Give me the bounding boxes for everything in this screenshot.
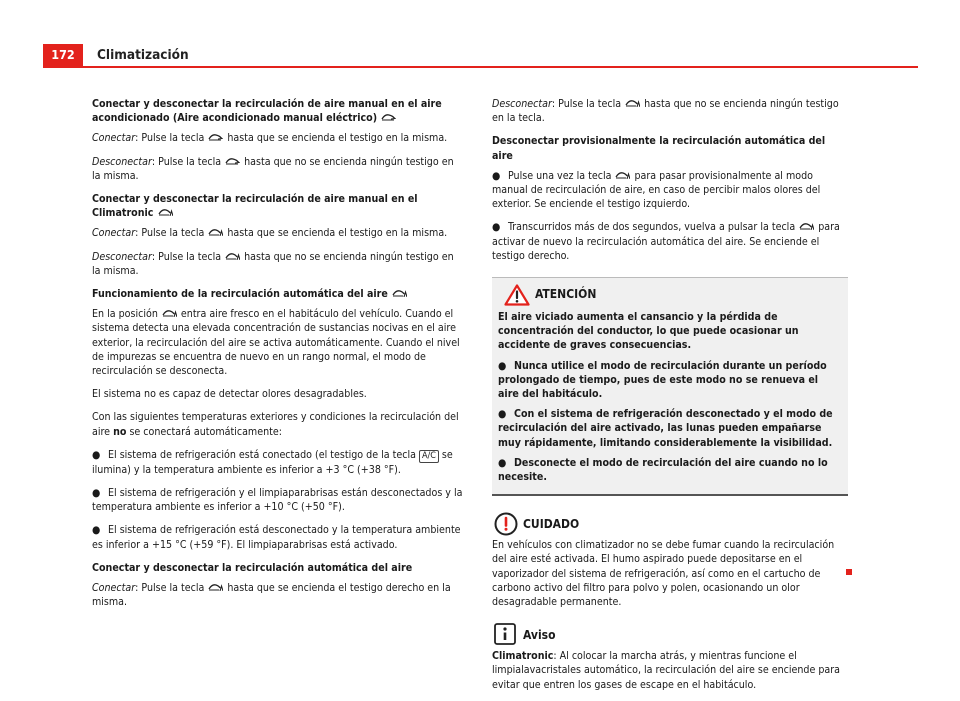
header-rule [43, 66, 918, 68]
bullet-item: ● Pulse una vez la tecla para pasar provisionalmente al modo manual de recirculación de aire, en caso de percibir malos olores del exterior. Se enciende el testigo izquierdo. [492, 169, 821, 211]
recirculation-icon [208, 133, 223, 141]
left-column [92, 97, 464, 618]
auto-recirculation-icon [392, 289, 407, 297]
caution-text: En vehículos con climatizador no se debe fumar cuando la recirculación del aire esté activada. El humo aspirado puede depositarse en el vaporizador del sistema de refrigeración, así como en el cartucho de carbono activo del filtro para polvo y polen, ocasionando un olor desagradable permanente. [492, 539, 835, 609]
paragraph: Desconectar: Pulse la tecla hasta que no se encienda ningún testigo en la misma. [92, 155, 454, 182]
heading-toggle-auto-recirculation: Conectar y desconectar la recirculación automática del aire [92, 561, 413, 574]
page-header [0, 0, 960, 70]
warning-triangle-icon [504, 284, 530, 306]
paragraph: El sistema no es capaz de detectar olores desagradables. [92, 388, 367, 401]
right-column [492, 97, 848, 701]
note-title: Aviso [523, 628, 556, 643]
info-note-icon [494, 623, 516, 645]
warning-title: ATENCIÓN [535, 287, 597, 302]
bullet-item: ● El sistema de refrigeración está conectado (el testigo de la tecla A/C se ilumina) y la temperatura ambiente es inferior a +3 °C (+38 °F). [92, 448, 453, 476]
note-header [492, 623, 848, 647]
bullet-item: ● El sistema de refrigeración está desconectado y la temperatura ambiente es inferior a +15 °C (+59 °F). El limpiaparabrisas está activado. [92, 524, 461, 551]
warning-item: ● Con el sistema de refrigeración desconectado y el modo de recirculación del aire activado, las lunas pueden empañarse muy rápidamente, limitando considerablemente la visibilidad. [498, 408, 833, 449]
auto-recirculation-icon [162, 309, 177, 317]
warning-box [492, 277, 848, 496]
bullet-item: ● El sistema de refrigeración y el limpiaparabrisas están desconectados y la temperatura ambiente es inferior a +10 °C (+50 °F). [92, 487, 463, 514]
paragraph: Conectar: Pulse la tecla hasta que se encienda el testigo en la misma. [92, 227, 448, 240]
auto-recirculation-icon [799, 222, 814, 230]
caution-title: CUIDADO [523, 517, 580, 532]
paragraph: Con las siguientes temperaturas exteriores y condiciones la recirculación del aire no se conectará automáticamente: [92, 411, 459, 438]
paragraph: Desconectar: Pulse la tecla hasta que no se encienda ningún testigo en la misma. [92, 250, 454, 277]
warning-item: ● Nunca utilice el modo de recirculación durante un período prolongado de tiempo, pues de este modo no se renueva el aire del habitáculo. [498, 359, 827, 401]
paragraph: Conectar: Pulse la tecla hasta que se encienda el testigo en la misma. [92, 132, 448, 145]
caution-icon [494, 512, 518, 536]
heading-manual-recirculation-climatronic: Conectar y desconectar la recirculación de aire manual en el Climatronic [92, 193, 418, 220]
recirculation-icon [225, 157, 240, 165]
section-end-marker [846, 569, 852, 575]
auto-recirculation-icon [158, 208, 173, 216]
note-text: Climatronic: Al colocar la marcha atrás, y mientras funcione el limpialavacristales automático, la recirculación del aire se enciende para evitar que entren los gases de escape en el habitáculo. [492, 650, 841, 691]
paragraph: Conectar: Pulse la tecla hasta que se encienda el testigo derecho en la misma. [92, 582, 451, 609]
caution-header [492, 512, 848, 536]
page-number: 172 [43, 44, 83, 66]
paragraph: En la posición entra aire fresco en el habitáculo del vehículo. Cuando el sistema detecta una elevada concentración de sustancias nocivas en el aire exterior, la recirculación del aire se activa automáticamente. Cuando el nivel de impurezas se encuentra de nuevo en un rango normal, el modo de recirculación se desconecta. [92, 308, 460, 378]
auto-recirculation-icon [208, 228, 223, 236]
heading-temp-disable-auto: Desconectar provisionalmente la recirculación automática del aire [492, 135, 826, 162]
bullet-item: ● Transcurridos más de dos segundos, vuelva a pulsar la tecla para activar de nuevo la recirculación automática del aire. Se enciende el testigo derecho. [492, 221, 840, 262]
heading-auto-recirculation: Funcionamiento de la recirculación automática del aire [92, 287, 464, 301]
auto-recirculation-icon [208, 583, 223, 591]
paragraph: Desconectar: Pulse la tecla hasta que no se encienda ningún testigo en la tecla. [492, 98, 839, 125]
recirculation-icon [381, 113, 396, 121]
ac-key: A/C [419, 450, 439, 463]
warning-intro: El aire viciado aumenta el cansancio y la pérdida de concentración del conductor, lo que puede ocasionar un accidente de graves consecuencias. [498, 311, 799, 352]
auto-recirculation-icon [625, 99, 640, 107]
heading-manual-recirculation-ac: Conectar y desconectar la recirculación de aire manual en el aire acondicionado (Aire acondicionado manual eléctrico) [92, 98, 442, 125]
auto-recirculation-icon [225, 252, 240, 260]
chapter-title: Climatización [97, 47, 189, 63]
warning-item: ● Desconecte el modo de recirculación del aire cuando no lo necesite. [498, 456, 828, 484]
auto-recirculation-icon [615, 171, 630, 179]
